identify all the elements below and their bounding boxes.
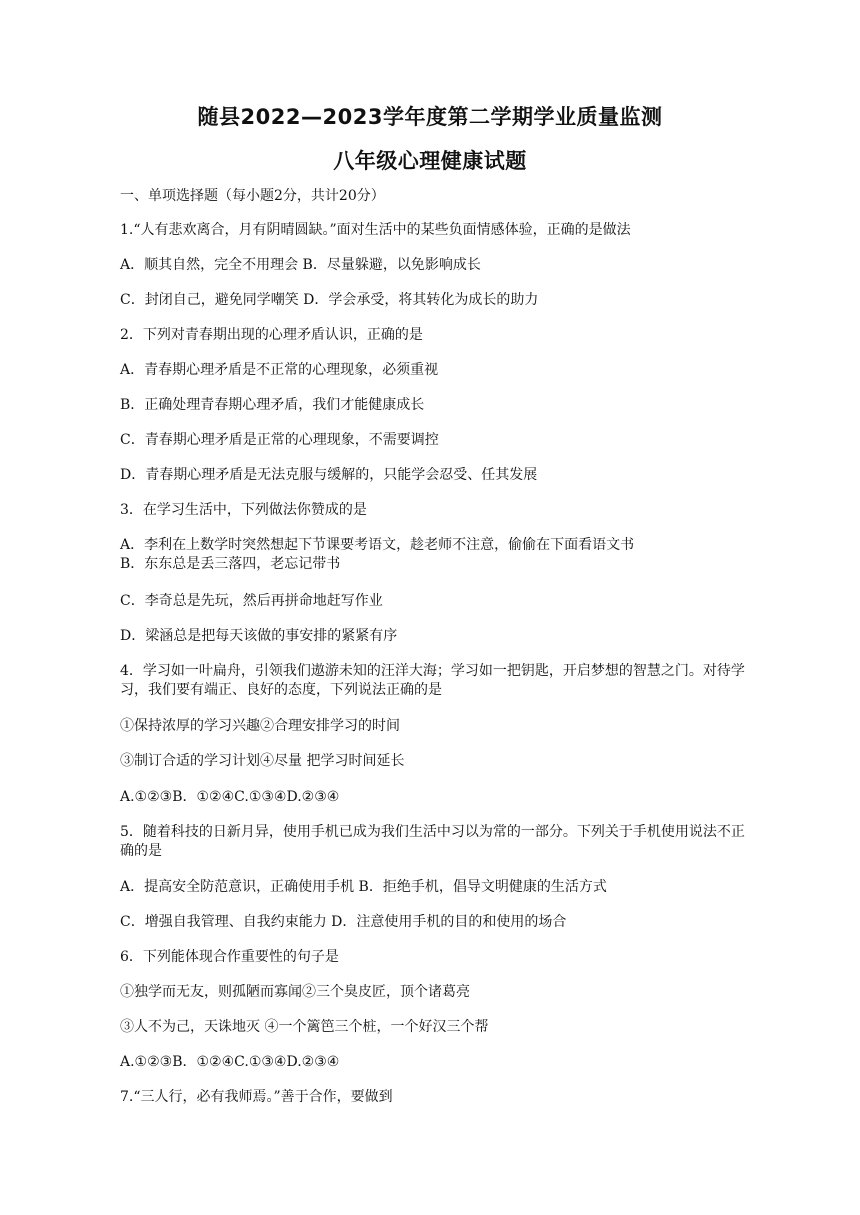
question-2-option-a: A．青春期心理矛盾是不正常的心理现象，必须重视 [120,362,439,378]
question-4-options: A.①②③B．①②④C.①③④D.②③④ [120,789,340,805]
question-3-option-b: B．东东总是丢三落四，老忘记带书 [120,556,341,572]
section-heading: 一、单项选择题（每小题2分，共计20分） [120,188,385,204]
question-1-stem: 1.“人有悲欢离合，月有阴晴圆缺。”面对生活中的某些负面情感体验，正确的是做法 [120,222,631,238]
question-5-stem: 5．随着科技的日新月异，使用手机已成为我们生活中习以为常的一部分。下列关于手机使用说法不正确的是 [120,824,745,859]
question-6-items-12: ①独学而无友，则孤陋而寡闻②三个臭皮匠，顶个诸葛亮 [120,984,470,1000]
question-2-stem: 2．下列对青春期出现的心理矛盾认识，正确的是 [120,327,423,343]
question-1-options-ab: A．顺其自然，完全不用理会 B．尽量躲避，以免影响成长 [120,257,481,273]
question-4-items-34: ③制订合适的学习计划④尽量 把学习时间延长 [120,753,405,769]
question-6-items-34: ③人不为己，天诛地灭 ④一个篱笆三个桩，一个好汉三个帮 [120,1019,489,1035]
exam-subtitle: 八年级心理健康试题 [333,149,527,173]
question-5-options-cd: C．增强自我管理、自我约束能力 D．注意使用手机的目的和使用的场合 [120,914,567,930]
question-1-options-cd: C．封闭自己，避免同学嘲笑 D．学会承受，将其转化为成长的助力 [120,292,539,308]
question-2-option-c: C．青春期心理矛盾是正常的心理现象，不需要调控 [120,432,439,448]
question-2-option-b: B．正确处理青春期心理矛盾，我们才能健康成长 [120,397,425,413]
question-6-stem: 6．下列能体现合作重要性的句子是 [120,949,339,965]
question-4-stem: 4．学习如一叶扁舟，引领我们遨游未知的汪洋大海；学习如一把钥匙，开启梦想的智慧之门。对待学习，我们要有端正、良好的态度，下列说法正确的是 [120,663,745,698]
question-3-option-a: A．李利在上数学时突然想起下节课要考语文，趁老师不注意，偷偷在下面看语文书 [120,537,635,553]
question-3-option-d: D．梁涵总是把每天该做的事安排的紧紧有序 [120,628,398,644]
question-4-items-12: ①保持浓厚的学习兴趣②合理安排学习的时间 [120,718,400,734]
question-2-option-d: D．青春期心理矛盾是无法克服与缓解的，只能学会忍受、任其发展 [120,467,538,483]
question-7-stem: 7.“三人行，必有我师焉。”善于合作，要做到 [120,1089,393,1105]
question-5-options-ab: A．提高安全防范意识，正确使用手机 B．拒绝手机，倡导文明健康的生活方式 [120,879,607,895]
question-3-option-c: C．李奇总是先玩，然后再拼命地赶写作业 [120,593,383,609]
exam-title: 随县2022—2023学年度第二学期学业质量监测 [197,105,663,129]
question-6-options: A.①②③B．①②④C.①③④D.②③④ [120,1054,340,1070]
question-3-stem: 3．在学习生活中，下列做法你赞成的是 [120,502,367,518]
